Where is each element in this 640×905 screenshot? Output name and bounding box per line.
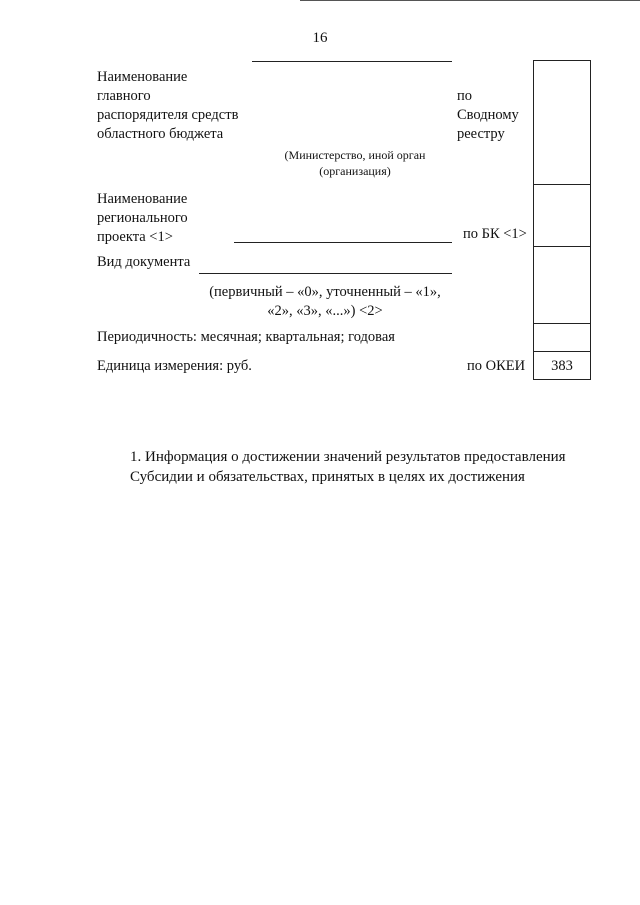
okei-code: 383 xyxy=(551,358,573,374)
main-manager-line xyxy=(252,61,452,62)
caption-line: (организация) xyxy=(319,164,391,178)
unit-label: Единица измерения: руб. xyxy=(97,358,252,374)
project-label-line: регионального xyxy=(97,210,188,226)
project-line xyxy=(234,242,452,243)
doc-type-label: Вид документа xyxy=(97,254,191,270)
code-box-divider xyxy=(534,351,590,352)
project-label-line: Наименование xyxy=(97,191,188,207)
code-box-divider xyxy=(534,184,590,185)
main-manager-label-line: главного xyxy=(97,88,151,104)
periodicity: Периодичность: месячная; квартальная; годовая xyxy=(97,329,395,345)
top-rule xyxy=(300,0,640,1)
doc-type-line xyxy=(199,273,452,274)
caption-line: (Министерство, иной орган xyxy=(284,148,426,162)
doc-type-caption-line: «2», «3», «...») <2> xyxy=(267,303,383,319)
main-manager-caption xyxy=(250,147,460,179)
project-label xyxy=(97,190,188,247)
section-heading xyxy=(130,447,600,487)
section-heading-line: 1. Информация о достижении значений результатов предоставления xyxy=(130,449,566,465)
main-manager-label-line: распорядителя средств xyxy=(97,107,239,123)
registry-label-line: по xyxy=(457,88,473,104)
main-manager-label-line: Наименование xyxy=(97,69,188,85)
page-number: 16 xyxy=(312,30,328,46)
registry-label-line: Сводному xyxy=(457,107,519,123)
registry-label xyxy=(457,87,519,144)
okei-label: по ОКЕИ xyxy=(467,358,526,374)
registry-label-line: реестру xyxy=(457,126,505,142)
code-box-divider xyxy=(534,246,590,247)
bk-label: по БК <1> xyxy=(463,226,527,242)
code-box-divider xyxy=(534,323,590,324)
doc-type-caption xyxy=(190,283,460,321)
code-box xyxy=(533,60,591,380)
section-heading-line: Субсидии и обязательствах, принятых в целях их достижения xyxy=(130,469,525,485)
main-manager-label xyxy=(97,68,238,144)
main-manager-label-line: областного бюджета xyxy=(97,126,224,142)
doc-type-caption-line: (первичный – «0», уточненный – «1», xyxy=(209,284,441,300)
project-label-line: проекта <1> xyxy=(97,229,173,245)
